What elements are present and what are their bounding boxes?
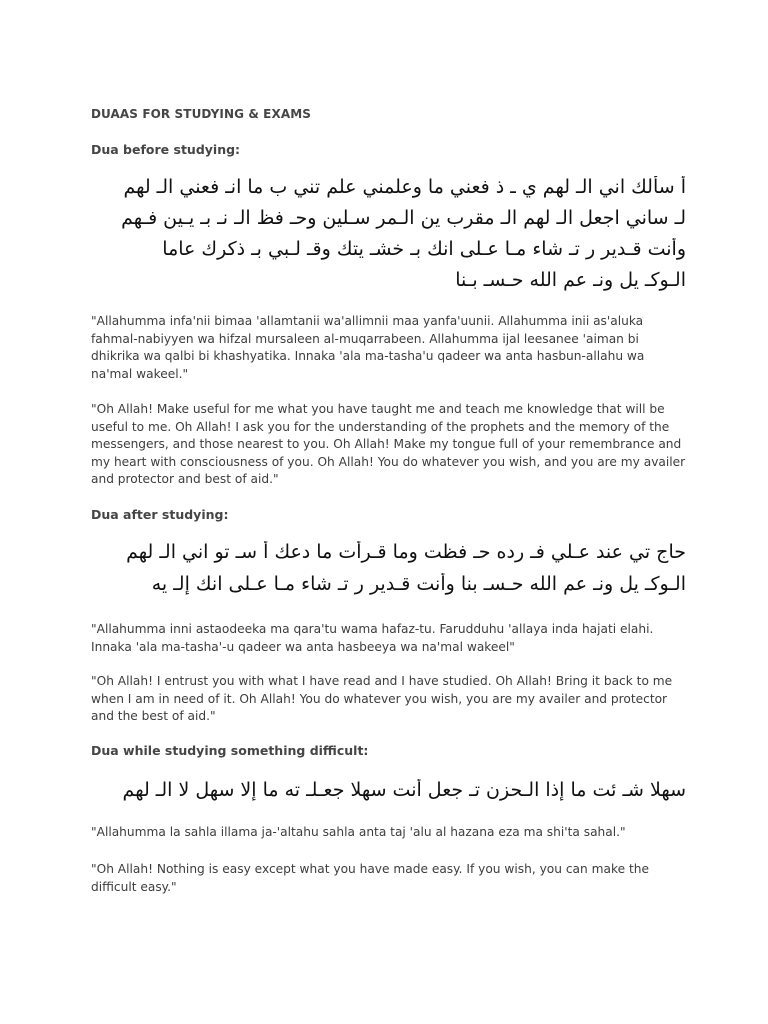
transliteration-paragraph: "Allahumma infa'nii bimaa 'allamtanii wa'allimnii maa yanfa'uunii. Allahumma inii as'aluka fahmal-nabiyyen wa hifzal mursaleen al-muqarrabeen. Allahumma ijal leesanee 'aiman bi dhikrika wa qalbi bi khashyatika. Innaka 'ala ma-tasha'u qadeer wa anta hasbun-allahu wa na'mal wakeel." [91, 314, 645, 381]
translation-paragraph: "Oh Allah! Make useful for me what you have taught me and teach me knowledge that will be useful to me. Oh Allah! I ask you for the understanding of the prophets and the memory of the messengers, and those nearest to you. Oh Allah! Make my tongue full of your remembrance and my heart with consciousness of you. Oh Allah! You do whatever you wish, and you are my availer and protector and best of aid." [91, 402, 686, 487]
transliteration-paragraph: "Allahumma la sahla illama ja-'altahu sahla anta taj 'alu al hazana eza ma shi'ta sahal." [91, 825, 626, 839]
arabic-line: وأنت قـدير ر تـ شاء مـا عـلى انك بـ خشـ يتك وقـ لـبي بـ ذكرك عاما [162, 238, 686, 260]
arabic-line: الـوكـ يل ونـ عم الله حـسـ بنا وأنت قـدير ر تـ شاء مـا عـلى انك إلـ يه [151, 573, 686, 595]
arabic-line: حاج تي عند عـلي فـ رده حـ فظت وما قـرأت ما دعك أ سـ تو اني الـ لهم [126, 541, 686, 563]
translation-paragraph: "Oh Allah! I entrust you with what I have read and I have studied. Oh Allah! Bring it back to me when I am in need of it. Oh Allah! You do whatever you wish, you are my availer and protector and the best of aid." [91, 674, 673, 724]
section-heading-before-studying: Dua before studying: [91, 142, 241, 157]
transliteration-paragraph: "Allahumma inni astaodeeka ma qara'tu wama hafaz-tu. Farudduhu 'allaya inda hajati elahi. Innaka 'ala ma-tasha'-u qadeer wa anta hasbeeya wa na'mal wakeel" [91, 622, 654, 654]
arabic-line: سهلا شـ ئت ما إذا الـحزن تـ جعل أنت سهلا جعـلـ ته ما إلا سهل لا الـ لهم [122, 779, 686, 801]
arabic-line: الـوكـ يل ونـ عم الله حـسـ بـنا [455, 269, 686, 291]
arabic-line: أ سألك اني الـ لهم ي ـ ذ فعني ما وعلمني علم تني ب ما انـ فعني الـ لهم [123, 176, 686, 198]
translation-paragraph: "Oh Allah! Nothing is easy except what you have made easy. If you wish, you can make the difficult easy." [91, 862, 649, 894]
arabic-line: لـ ساني اجعل الـ لهم الـ مقرب ين الـمر سـلين وحـ فظ الـ نـ بـ يـين فـهم [121, 207, 686, 229]
section-heading-after-studying: Dua after studying: [91, 507, 229, 522]
document-title: DUAAS FOR STUDYING & EXAMS [91, 107, 311, 121]
section-heading-difficult: Dua while studying something difficult: [91, 743, 369, 758]
